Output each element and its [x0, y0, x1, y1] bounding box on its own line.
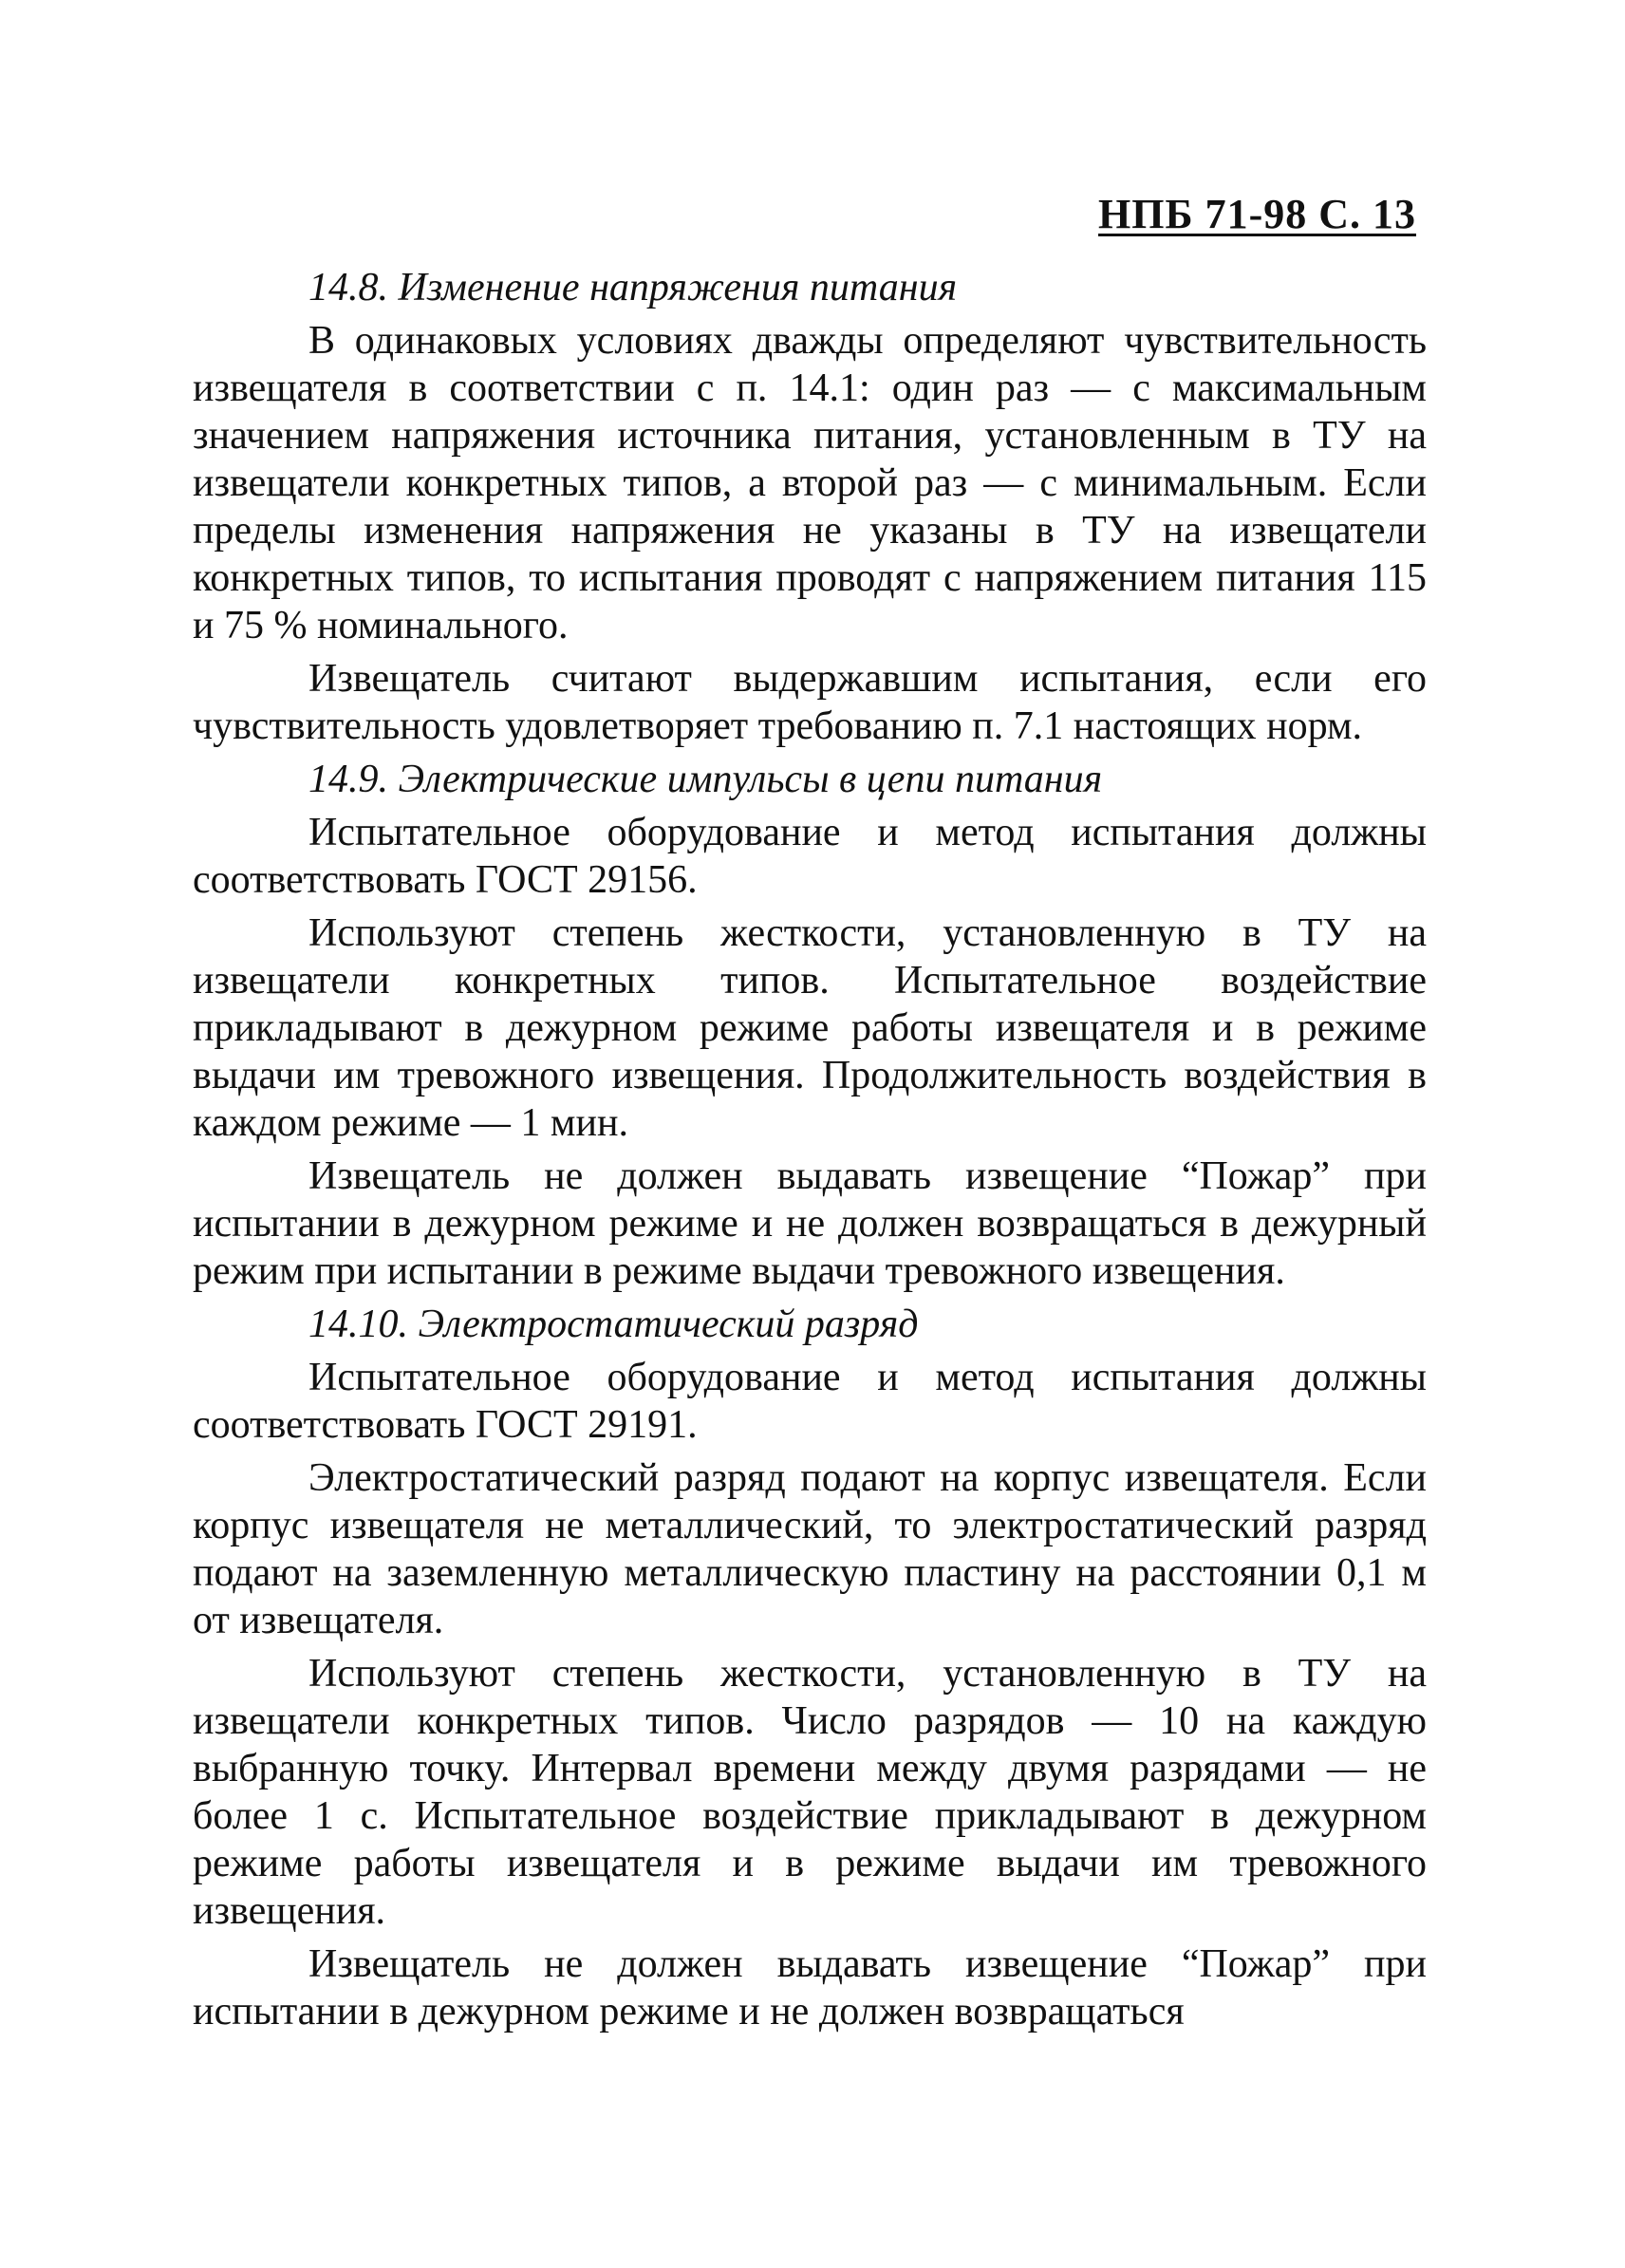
section-heading-14-9: 14.9. Электрические импульсы в цепи питания — [308, 758, 1103, 801]
section-heading-14-8: 14.8. Изменение напряжения питания — [308, 266, 958, 309]
paragraph: Используют степень жесткости, установленную в ТУ на извещатели конкретных типов. Испытательное воздействие прикладывают в дежурном режиме работы извещателя и в режиме выдачи им тревожного извещения. Продолжительность воздействия в каждом режиме — 1 мин. — [193, 911, 1427, 1145]
paragraph: В одинаковых условиях дважды определяют чувствительность извещателя в соответствии с п. 14.1: один раз — с максимальным значением напряжения источника питания, установленным в ТУ на извещатели конкретных типов, а второй раз — с минимальным. Если пределы изменения напряжения не указаны в ТУ на извещатели конкретных типов, то испытания проводят с напряжением питания 115 и 75 % номинального. — [193, 319, 1427, 647]
section-heading-14-10: 14.10. Электростатический разряд — [308, 1303, 919, 1346]
paragraph: Испытательное оборудование и метод испытания должны соответствовать ГОСТ 29191. — [193, 1356, 1427, 1447]
paragraph: Электростатический разряд подают на корпус извещателя. Если корпус извещателя не металлический, то электростатический разряд подают на заземленную металлическую пластину на расстоянии 0,1 м от извещателя. — [193, 1456, 1427, 1642]
paragraph: Испытательное оборудование и метод испытания должны соответствовать ГОСТ 29156. — [193, 811, 1427, 902]
page-header: НПБ 71-98 С. 13 — [1098, 191, 1416, 237]
paragraph: Извещатель не должен выдавать извещение “Пожар” при испытании в дежурном режиме и не должен возвращаться — [193, 1942, 1427, 2034]
paragraph: Используют степень жесткости, установленную в ТУ на извещатели конкретных типов. Число разрядов — 10 на каждую выбранную точку. Интервал времени между двумя разрядами — не более 1 с. Испытательное воздействие прикладывают в дежурном режиме работы извещателя и в режиме выдачи им тревожного извещения. — [193, 1652, 1427, 1933]
paragraph: Извещатель не должен выдавать извещение “Пожар” при испытании в дежурном режиме и не должен возвращаться в дежурный режим при испытании в режиме выдачи тревожного извещения. — [193, 1154, 1427, 1293]
paragraph: Извещатель считают выдержавшим испытания, если его чувствительность удовлетворяет требованию п. 7.1 настоящих норм. — [193, 657, 1427, 748]
document-body — [193, 264, 1427, 2041]
